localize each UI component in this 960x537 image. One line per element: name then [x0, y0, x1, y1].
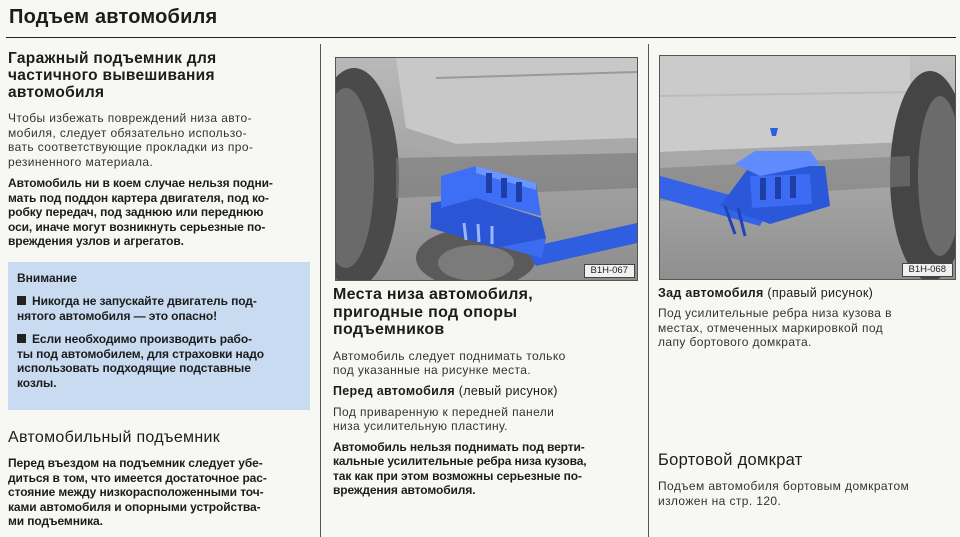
- warning-box: [8, 262, 310, 410]
- text-line: вать соответствующие прокладки из про-: [8, 140, 254, 154]
- square-bullet-icon: [17, 334, 26, 343]
- text-line: диться в том, что имеется достаточное рас-: [8, 470, 267, 485]
- front-text: [333, 405, 637, 434]
- figure-front-jack-point: [335, 57, 638, 281]
- text-line: козлы.: [17, 375, 57, 390]
- text-line: Автомобиль ни в коем случае нельзя подни-: [8, 176, 273, 190]
- figure-label: B1H-067: [584, 264, 636, 278]
- front-title: Перед автомобиля: [333, 383, 455, 398]
- heading-line: подъемников: [333, 321, 445, 338]
- text-line: мобиля, следует обязательно использо-: [8, 125, 247, 140]
- text-line: резиненного материала.: [8, 154, 154, 169]
- text-line: мать под поддон картера двигателя, под ко-: [8, 190, 269, 205]
- text-line: ты под автомобилем, для страховки надо: [17, 346, 264, 361]
- warning-item: [17, 294, 302, 323]
- rear-jack-illustration: [660, 56, 955, 279]
- heading-line: пригодные под опоры: [333, 303, 518, 321]
- text-line: Никогда не запускайте двигатель под-: [32, 294, 257, 308]
- warning-title: Внимание: [17, 271, 77, 285]
- text-line: Автомобиль следует поднимать только: [333, 348, 566, 363]
- warning-item: [17, 332, 302, 390]
- column-divider-left: [320, 44, 321, 537]
- text-line: Автомобиль нельзя поднимать под верти-: [333, 439, 585, 454]
- lift-points-heading: [333, 286, 637, 339]
- page-title: Подъем автомобиля: [9, 6, 218, 28]
- rear-note: (правый рисунок): [763, 286, 874, 300]
- figure-rear-jack-point: [659, 55, 956, 280]
- garage-lift-caution: [8, 176, 308, 249]
- text-line: вреждения автомобиля.: [333, 483, 476, 497]
- text-line: низа усилительную пластину.: [333, 419, 508, 433]
- figure-label: B1H-068: [902, 263, 954, 277]
- column-lift-points: [333, 286, 637, 498]
- heading-line: Гаражный подъемник для: [8, 50, 217, 67]
- heading-line: автомобиля: [8, 84, 105, 101]
- onboard-jack-heading: Бортовой домкрат: [658, 451, 803, 469]
- text-line: робку передач, под заднюю или переднюю: [8, 205, 264, 219]
- heading-line: частичного вывешивания: [8, 67, 215, 84]
- text-line: Чтобы избежать повреждений низа авто-: [8, 111, 253, 125]
- text-line: Под усилительные ребра низа кузова в: [658, 306, 892, 320]
- text-line: так как при этом возможны серьезные по-: [333, 468, 582, 483]
- text-line: лапу бортового домкрата.: [658, 335, 812, 349]
- garage-lift-heading: [8, 50, 308, 101]
- rear-text: [658, 306, 956, 350]
- text-line: ми подъемника.: [8, 514, 103, 528]
- text-line: Подъем автомобиля бортовым домкратом: [658, 479, 910, 493]
- text-line: местах, отмеченных маркировкой под: [658, 320, 884, 335]
- text-line: использовать подходящие подставные: [17, 361, 251, 375]
- rear-subtitle: [658, 286, 956, 301]
- front-note: (левый рисунок): [455, 383, 558, 398]
- car-lift-text: [8, 456, 308, 529]
- onboard-jack-text: [658, 479, 956, 508]
- lift-points-intro: [333, 349, 637, 378]
- title-rule: [6, 37, 956, 38]
- text-line: Если необходимо производить рабо-: [32, 332, 252, 346]
- text-line: под указанные на рисунке места.: [333, 363, 532, 377]
- rear-title: Зад автомобиля: [658, 286, 764, 300]
- column-divider-right: [648, 44, 649, 537]
- garage-lift-intro: [8, 111, 308, 169]
- text-line: Перед въездом на подъемник следует убе-: [8, 456, 263, 470]
- front-subtitle: [333, 384, 637, 399]
- heading-line: Места низа автомобиля,: [333, 286, 534, 303]
- text-line: стояние между низкорасположенными точ-: [8, 485, 264, 499]
- text-line: вреждения узлов и агрегатов.: [8, 234, 184, 248]
- text-line: кальные усилительные ребра низа кузова,: [333, 454, 587, 468]
- square-bullet-icon: [17, 296, 26, 305]
- column-garage-lift: [8, 50, 308, 528]
- text-line: Под приваренную к передней панели: [333, 404, 555, 419]
- car-lift-heading: Автомобильный подъемник: [8, 429, 221, 446]
- lift-points-caution: [333, 440, 637, 498]
- front-jack-illustration: [336, 58, 637, 280]
- text-line: ками автомобиля и опорными устройства-: [8, 499, 261, 514]
- text-line: изложен на стр. 120.: [658, 493, 782, 508]
- text-line: оси, иначе могут возникнуть серьезные по-: [8, 219, 266, 234]
- text-line: нятого автомобиля — это опасно!: [17, 308, 217, 323]
- column-rear-and-jack: [658, 286, 956, 508]
